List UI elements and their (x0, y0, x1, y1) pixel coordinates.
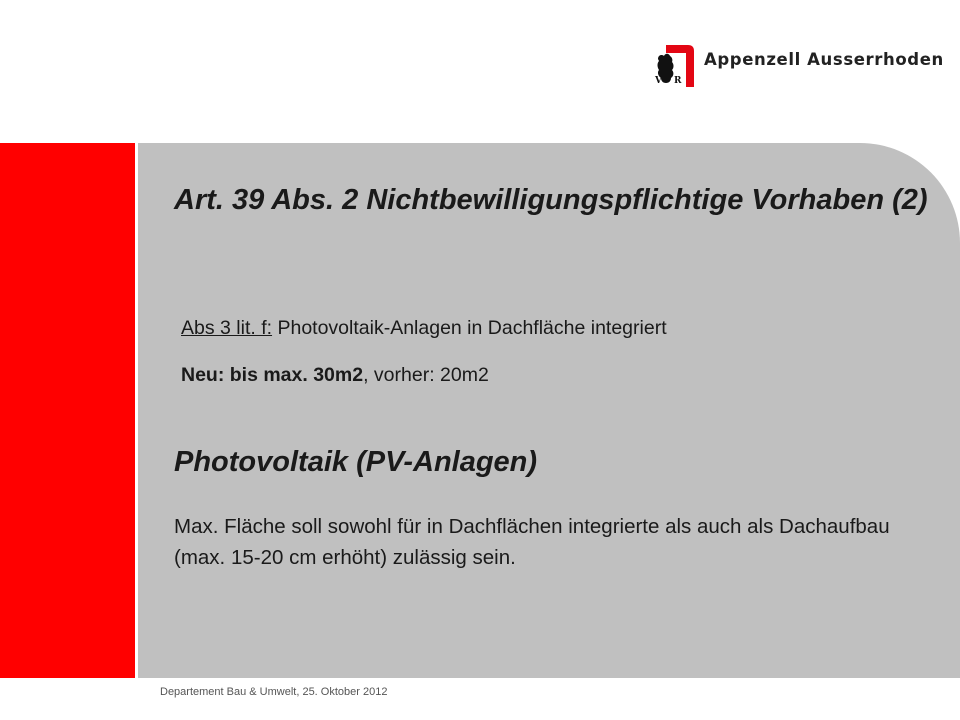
section-paragraph: Max. Fläche soll sowohl für in Dachflächen integrierte als auch als Dachaufbau (max. 15-20 cm erhöht) zulässig sein. (174, 515, 890, 569)
svg-text:R: R (674, 76, 682, 86)
footer-text: Departement Bau & Umwelt, 25. Oktober 2012 (160, 686, 388, 698)
section-heading: Photovoltaik (PV-Anlagen) (174, 446, 538, 478)
article-reference-text: Photovoltaik-Anlagen in Dachfläche integriert (272, 317, 667, 339)
content-panel (138, 143, 960, 678)
new-limit-line (181, 364, 489, 387)
new-limit: Neu: bis max. 30m2 (181, 364, 364, 386)
organization-name: Appenzell Ausserrhoden (704, 50, 944, 69)
article-reference: Abs 3 lit. f: (181, 317, 273, 339)
slide-title: Art. 39 Abs. 2 Nichtbewilligungspflichtige Vorhaben (2) (174, 184, 928, 216)
red-sidebar-bar (0, 143, 135, 678)
article-reference-line (181, 317, 667, 340)
coat-of-arms-icon (652, 43, 702, 93)
svg-text:V: V (655, 76, 662, 86)
previous-limit: , vorher: 20m2 (363, 364, 489, 386)
logo (652, 43, 952, 93)
